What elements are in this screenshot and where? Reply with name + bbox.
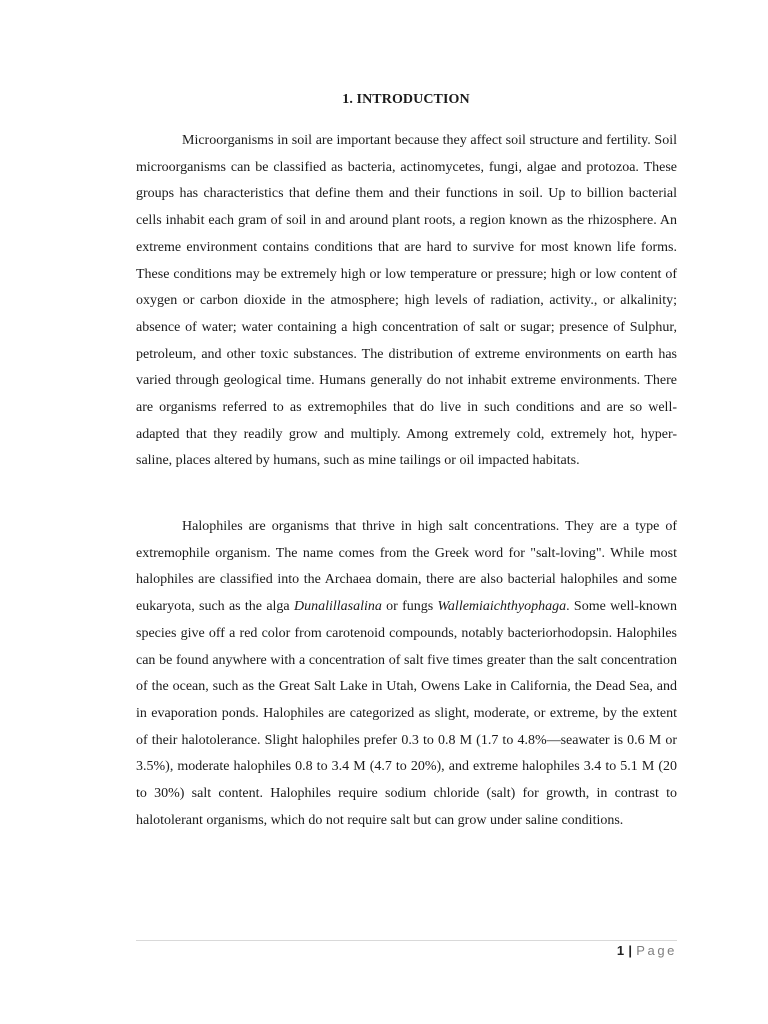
paragraph-text: Microorganisms in soil are important because they affect soil structure and fertility. Soil microorganisms can be classified as bacteria, actinomycetes, fungi, algae and protozoa. These groups has characteristics that define them and their functions in soil. Up to billion bacterial cells inhabit each gram of soil in and around plant roots, a region known as the rhizosphere. An extreme environment contains conditions that are hard to survive for most known life forms. These conditions may be extremely high or low temperature or pressure; high or low content of oxygen or carbon dioxide in the atmosphere; high levels of radiation, activity., or alkalinity; absence of water; water containing a high concentration of salt or sugar; presence of Sulphur, petroleum, and other toxic substances. The distribution of extreme environments on earth has varied through geological time. Humans generally do not inhabit extreme environments. There are organisms referred to as extremophiles that do live in such conditions and are so well-adapted that they readily grow and multiply. Among extremely cold, extremely hot, hyper-saline, places altered by humans, such as mine tailings or oil impacted habitats. xyxy=(136,133,677,469)
species-name-italic: Wallemiaichthyophaga xyxy=(437,599,567,615)
paragraph-introduction xyxy=(136,128,677,475)
text-run: . Some well-known species give off a red color from carotenoid compounds, notably bacteriorhodopsin. Halophiles can be found anywhere with a concentration of salt five times greater than the salt concentration of the ocean, such as the Great Salt Lake in Utah, Owens Lake in California, the Dead Sea, and in evaporation ponds. Halophiles are categorized as slight, moderate, or extreme, by the extent of their halotolerance. Slight halophiles prefer 0.3 to 0.8 M (1.7 to 4.8%—seawater is 0.6 M or 3.5%), moderate halophiles 0.8 to 3.4 M (4.7 to 20%), and extreme halophiles 3.4 to 5.1 M (20 to 30%) salt content. Halophiles require sodium chloride (salt) for growth, in contrast to halotolerant organisms, which do not require salt but can grow under saline conditions. xyxy=(136,599,677,828)
species-name-italic: Dunalillasalina xyxy=(293,599,382,615)
section-heading: 1. INTRODUCTION xyxy=(342,92,470,107)
text-run: or fungs xyxy=(381,599,438,615)
page-footer xyxy=(617,943,677,958)
paragraph-halophiles xyxy=(136,514,677,834)
text-run: Halophiles are organisms that thrive in high salt concentrations. They are a type of extremophile organism. The name comes from the Greek word for "salt-loving". While most halophiles are classified into the Archaea domain, there are also bacterial halophiles and some eukaryota, such as the alga xyxy=(136,519,677,615)
page-number: 1 xyxy=(616,943,625,958)
page-label: Page xyxy=(636,943,677,958)
page-separator: | xyxy=(628,943,633,958)
paragraph-text xyxy=(136,514,677,834)
footer-divider xyxy=(136,940,677,941)
